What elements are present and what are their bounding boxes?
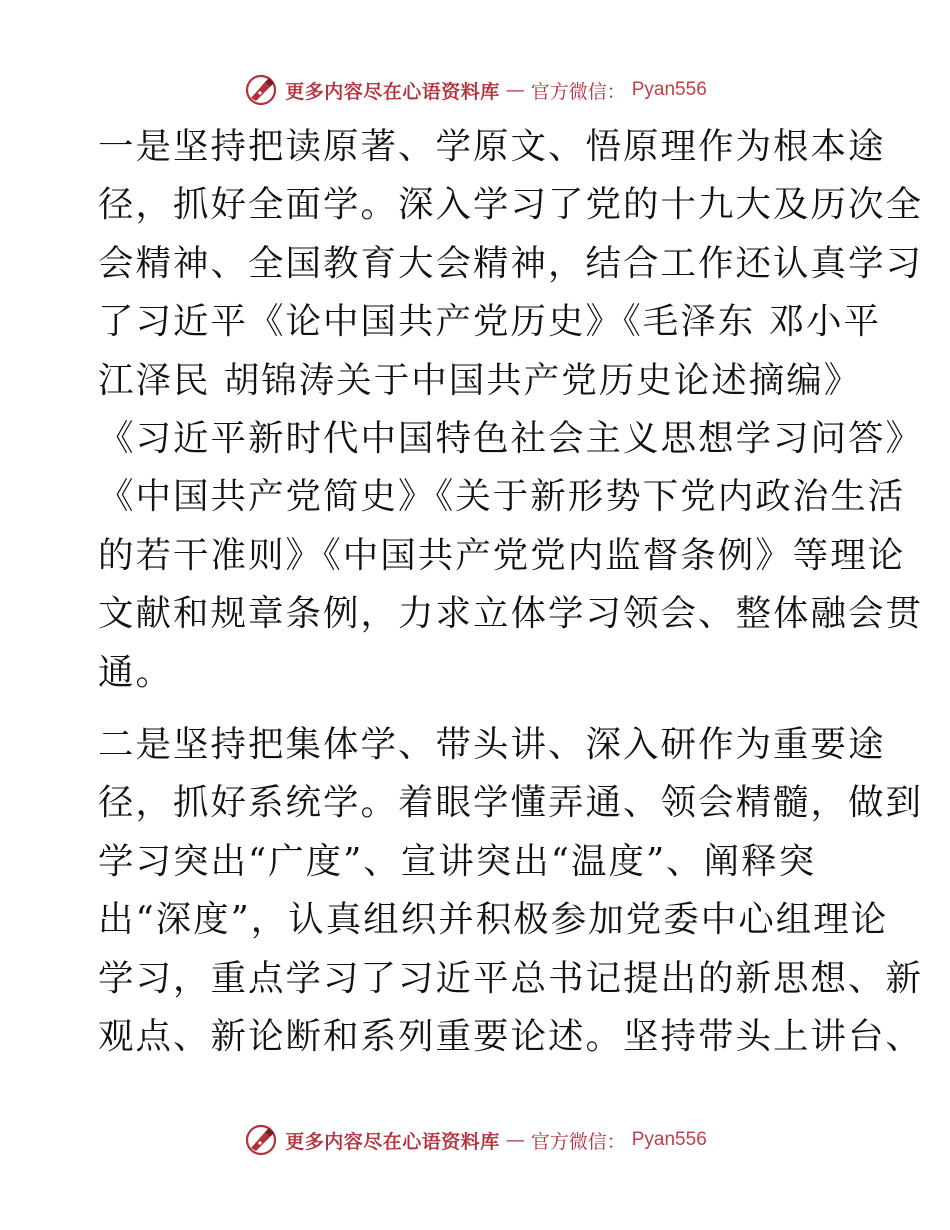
paragraph-2 (98, 716, 924, 1066)
text-line: 《习近平新时代中国特色社会主义思想学习问答》 (98, 418, 924, 460)
text-line: 江泽民 胡锦涛关于中国共产党历史论述摘编》 (98, 359, 862, 401)
pen-nib-logo-icon (243, 72, 279, 108)
text-line: 二是坚持把集体学、带头讲、深入研作为重要途 (98, 724, 886, 766)
text-line: 学习突出“广度”、宣讲突出“温度”、阐释突 (98, 840, 817, 882)
header-watermark-banner (0, 70, 950, 110)
text-line: 了习近平《论中国共产党历史》《毛泽东 邓小平 (98, 301, 882, 343)
wechat-id: Pyan556 (631, 1129, 707, 1150)
text-line: 一是坚持把读原著、学原文、悟原理作为根本途 (98, 126, 886, 167)
text-line: 通。 (98, 651, 174, 693)
text-line: 《中国共产党简史》《关于新形势下党内政治生活 (98, 476, 906, 518)
footer-watermark-banner (0, 1120, 950, 1160)
official-wechat-label: 官方微信： (530, 1130, 626, 1153)
banner-dash: — (505, 79, 525, 101)
paragraph-1 (98, 118, 924, 702)
pen-nib-logo-icon (243, 1122, 279, 1158)
document-body (98, 118, 924, 1067)
text-line: 径，抓好全面学。深入学习了党的十九大及历次全 (98, 184, 924, 226)
brand-text: 更多内容尽在心语资料库 (285, 80, 500, 103)
official-wechat-label: 官方微信： (530, 80, 626, 103)
text-line: 观点、新论断和系列重要论述。坚持带头上讲台、 (98, 1016, 924, 1058)
text-line: 径，抓好系统学。着眼学懂弄通、领会精髓，做到 (98, 782, 924, 824)
text-line: 文献和规章条例，力求立体学习领会、整体融会贯 (98, 593, 924, 635)
banner-dash: — (505, 1129, 525, 1151)
text-line: 学习，重点学习了习近平总书记提出的新思想、新 (98, 957, 924, 999)
text-line: 的若干准则》《中国共产党党内监督条例》等理论 (98, 534, 906, 576)
brand-text: 更多内容尽在心语资料库 (285, 1130, 500, 1153)
wechat-id: Pyan556 (631, 79, 707, 100)
text-line: 会精神、全国教育大会精神，结合工作还认真学习 (98, 242, 924, 284)
text-line: 出“深度”，认真组织并积极参加党委中心组理论 (98, 899, 889, 941)
